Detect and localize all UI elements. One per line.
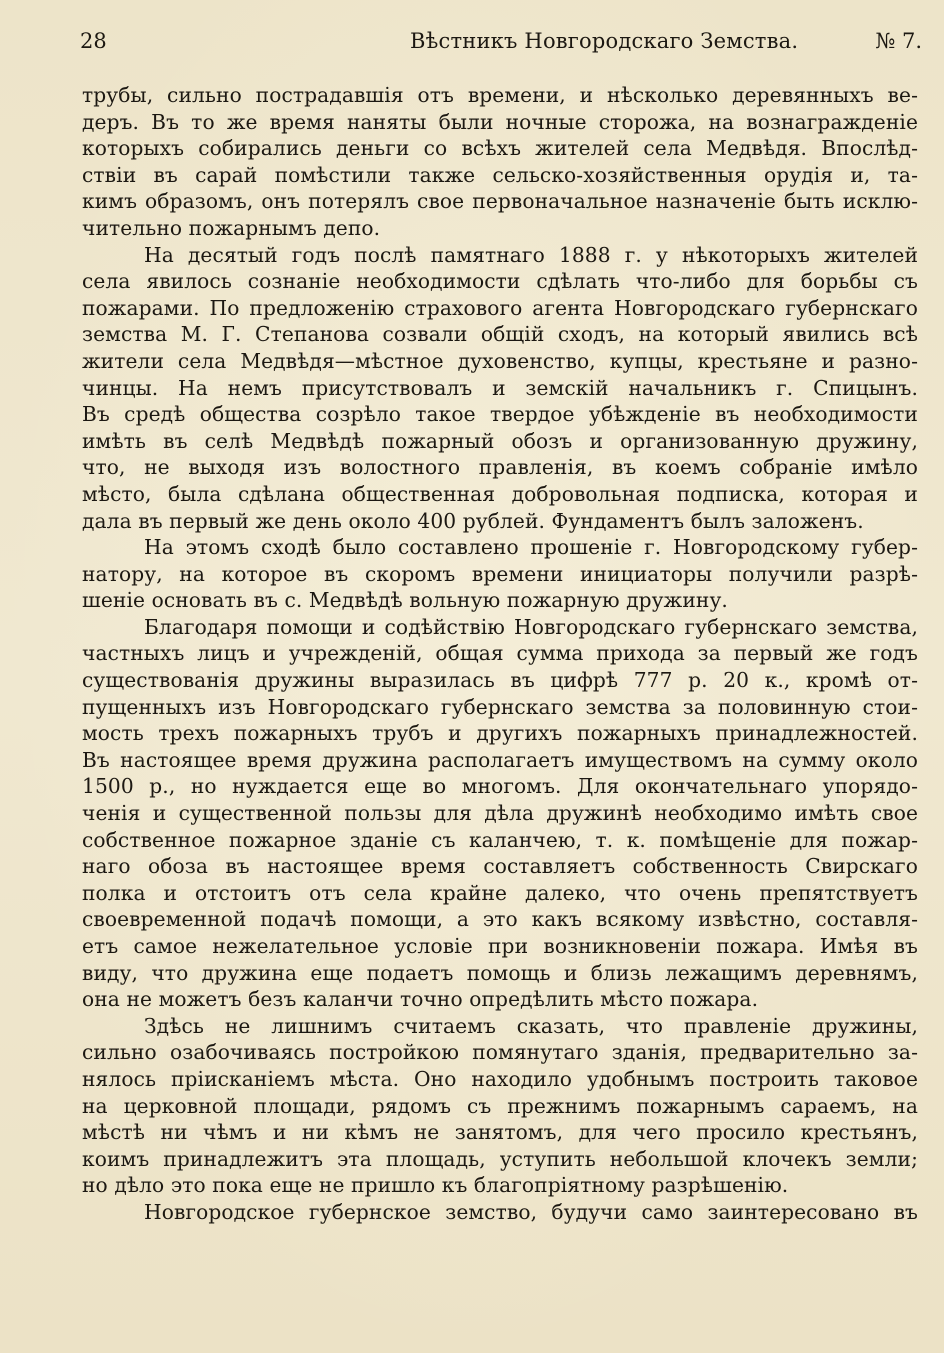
text-line: она не можетъ безъ каланчи точно опредѣлить мѣсто пожара.	[82, 987, 759, 1012]
text-line: мѣстѣ ни чѣмъ и ни кѣмъ не занятомъ, для чего просило крестьянъ,	[82, 1120, 918, 1145]
text-line: коимъ принадлежитъ эта площадь, уступить небольшой клочекъ земли;	[82, 1146, 918, 1171]
text-line: натору, на которое въ скоромъ времени инициаторы получили разрѣ-	[82, 561, 918, 586]
text-line: виду, что дружина еще подаетъ помощь и близь лежащимъ деревнямъ,	[82, 960, 918, 985]
page-number: 28	[80, 29, 107, 53]
text-line: трубы, сильно пострадавшія отъ времени, и нѣсколько деревянныхъ ве-	[82, 83, 918, 107]
text-line: Въ средѣ общества созрѣло такое твердое убѣжденіе въ необходимости	[82, 402, 918, 427]
text-line: земства М. Г. Степанова созвали общій сходъ, на который явились всѣ	[82, 322, 918, 347]
text-line: пожарами. По предложенію страхового агента Новгородскаго губернскаго	[82, 295, 918, 320]
text-line: На этомъ сходѣ было составлено прошеніе г. Новгородскому губер-	[144, 535, 918, 560]
text-line: мость трехъ пожарныхъ трубъ и другихъ пожарныхъ принадлежностей.	[82, 721, 918, 746]
text-line: чительно пожарнымъ депо.	[82, 215, 381, 240]
text-line: но дѣло это пока еще не пришло къ благопріятному разрѣшенію.	[82, 1173, 789, 1198]
text-line: на церковной площади, рядомъ съ прежнимъ пожарнымъ сараемъ, на	[82, 1093, 918, 1118]
text-line: собственное пожарное зданіе съ каланчею, т. к. помѣщеніе для пожар-	[82, 827, 918, 852]
text-line: существованія дружины выразилась въ цифрѣ 777 р. 20 к., кромѣ от-	[82, 668, 918, 693]
text-line: чинцы. На немъ присутствовалъ и земскій начальникъ г. Спицынъ.	[82, 375, 918, 400]
text-line: На десятый годъ послѣ памятнаго 1888 г. у нѣкоторыхъ жителей	[144, 242, 918, 267]
text-line: села явилось сознаніе необходимости сдѣлать что-либо для борьбы съ	[82, 269, 918, 294]
text-line: кимъ образомъ, онъ потерялъ свое первоначальное назначеніе быть исклю-	[82, 189, 918, 214]
text-line: что, не выходя изъ волостного правленія, въ коемъ собраніе имѣло	[82, 455, 918, 480]
text-line: сильно озабочиваясь постройкою помянутаго зданія, предварительно за-	[82, 1040, 918, 1065]
text-line: шеніе основать въ с. Медвѣдѣ вольную пожарную дружину.	[82, 588, 728, 613]
text-line: деръ. Въ то же время наняты были ночные сторожа, на вознагражденіе	[82, 109, 918, 134]
text-line: етъ самое нежелательное условіе при возникновеніи пожара. Имѣя въ	[82, 934, 918, 958]
text-line: которыхъ собирались деньги со всѣхъ жителей села Медвѣдя. Впослѣд-	[82, 136, 918, 161]
body-text	[82, 82, 918, 1226]
text-line: 1500 р., но нуждается еще во многомъ. Для окончательнаго упорядо-	[82, 774, 918, 799]
text-line: полка и отстоитъ отъ села крайне далеко, что очень препятствуетъ	[82, 880, 918, 905]
text-line: частныхъ лицъ и учрежденій, общая сумма прихода за первый же годъ	[82, 641, 918, 666]
text-line: Новгородское губернское земство, будучи само заинтересовано въ	[144, 1199, 918, 1224]
text-line: дала въ первый же день около 400 рублей. Фундаментъ былъ заложенъ.	[82, 508, 864, 533]
text-line: имѣть въ селѣ Медвѣдѣ пожарный обозъ и организованную дружину,	[82, 428, 918, 453]
journal-title: Вѣстникъ Новгородскаго Земства.	[410, 29, 799, 53]
text-line: Здѣсь не лишнимъ считаемъ сказать, что правленіе дружины,	[144, 1013, 918, 1038]
text-line: пущенныхъ изъ Новгородскаго губернскаго земства за половинную стои-	[82, 694, 918, 719]
issue-number: № 7.	[875, 29, 922, 53]
text-line: ченія и существенной пользы для дѣла дружинѣ необходимо имѣть свое	[82, 801, 918, 826]
text-line: своевременной подачѣ помощи, а это какъ всякому извѣстно, составля-	[82, 907, 918, 932]
text-line: мѣсто, была сдѣлана общественная добровольная подписка, которая и	[82, 481, 918, 506]
running-header	[80, 26, 922, 56]
text-line: жители села Медвѣдя—мѣстное духовенство, купцы, крестьяне и разно-	[82, 348, 918, 373]
text-line: нялось пріисканіемъ мѣста. Оно находило удобнымъ построить таковое	[82, 1066, 918, 1091]
text-line: Благодаря помощи и содѣйствію Новгородскаго губернскаго земства,	[144, 614, 918, 639]
text-line: наго обоза въ настоящее время составляетъ собственность Свирскаго	[82, 854, 918, 879]
text-line: ствіи въ сарай помѣстили также сельско-хозяйственныя орудія и, та-	[82, 162, 918, 187]
text-line: Въ настоящее время дружина располагаетъ имуществомъ на сумму около	[82, 747, 918, 772]
